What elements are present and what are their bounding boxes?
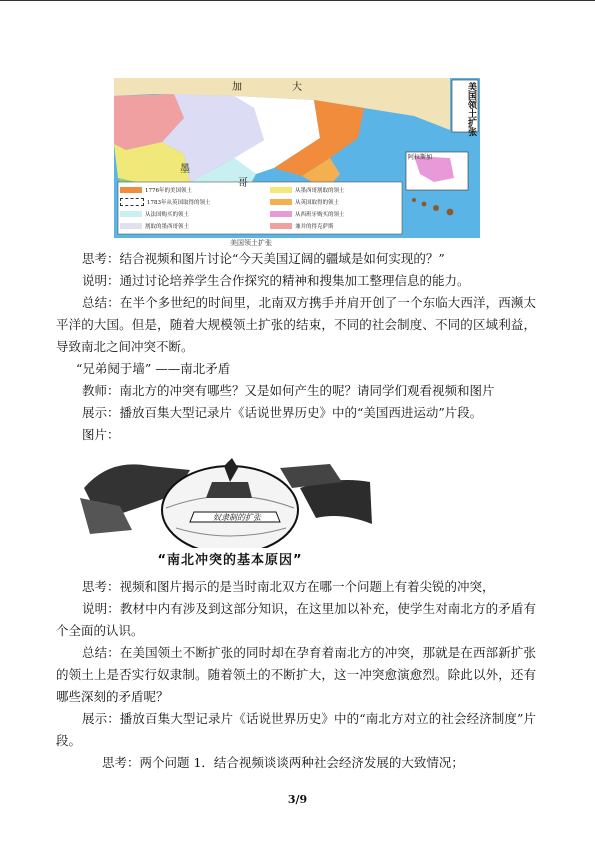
cartoon-banner: 奴隶制的扩张 xyxy=(213,513,261,522)
legend-item xyxy=(120,222,189,230)
legend-label: 从西班牙购买的领土 xyxy=(295,212,345,218)
map-label-top-a: 加 xyxy=(232,82,242,93)
paragraph-picture-label: 图片： xyxy=(82,427,120,442)
legend-swatch xyxy=(270,199,292,205)
paragraph-think-3: 思考：两个问题 1．结合视频谈谈两种社会经济发展的大致情况； xyxy=(102,755,464,770)
map-label-alaska: 阿拉斯加 xyxy=(408,154,433,161)
page-number: 3/9 xyxy=(287,793,308,806)
paragraph-show-1: 展示：播放百集大型记录片《话说世界历史》中的“美国西进运动”片段。 xyxy=(82,405,483,420)
paragraph-think-1: 思考：结合视频和图片讨论“今天美国辽阔的疆域是如何实现的？” xyxy=(82,251,445,266)
section-heading-north-south: “兄弟阋于墙” ——南北矛盾 xyxy=(76,361,231,376)
legend-item xyxy=(120,198,211,206)
header-rule xyxy=(0,0,595,1)
cartoon-caption: “南北冲突的基本原因” xyxy=(157,553,303,568)
legend-swatch xyxy=(270,187,292,193)
legend-label: 兼并的得克萨斯 xyxy=(295,224,334,230)
legend-swatch xyxy=(120,211,142,217)
paragraph-summary-1: 总结：在半个多世纪的时间里，北南双方携手并肩开创了一个东临大西洋，西濒太平洋的大国。但是，随着大规模领土扩张的结束，不同的社会制度、不同的区域利益，导致南北之间冲突不断。 xyxy=(56,295,536,354)
legend-item xyxy=(120,186,192,194)
legend-item xyxy=(270,210,345,218)
legend-item xyxy=(270,198,339,206)
legend-label: 1783年从英国取得的领土 xyxy=(147,200,211,206)
map-title: 美国领土扩张 xyxy=(466,82,476,136)
map-label-bottom-a: 墨 xyxy=(180,164,190,175)
legend-swatch xyxy=(120,187,142,193)
paragraph-think-2: 思考：视频和图片揭示的是当时南北双方在哪一个问题上有着尖锐的冲突， xyxy=(82,579,495,594)
legend-swatch xyxy=(270,223,292,229)
legend-swatch xyxy=(120,198,144,206)
legend-swatch xyxy=(270,211,292,217)
legend-label: 从法国购买的领土 xyxy=(145,212,190,218)
paragraph-explain-1: 说明：通过讨论培养学生合作探究的精神和搜集加工整理信息的能力。 xyxy=(82,273,470,288)
legend-label: 从英国取得的领土 xyxy=(295,200,340,206)
map-label-top-b: 大 xyxy=(292,82,302,93)
legend-swatch xyxy=(120,223,142,229)
paragraph-summary-2: 总结：在美国领土不断扩张的同时却在孕育着南北方的冲突，那就是在西部新扩张的领土上是否实行奴隶制。随着领土的不断扩大，这一冲突愈演愈烈。除此以外，还有哪些深刻的矛盾呢？ xyxy=(56,645,536,704)
map-legend xyxy=(120,184,402,232)
map-caption: 美国领土扩张 xyxy=(230,239,272,247)
legend-label: 从墨西哥割取的领土 xyxy=(295,188,345,194)
legend-item xyxy=(120,210,189,218)
legend-item xyxy=(270,222,334,230)
legend-item xyxy=(270,186,345,194)
legend-label: 割取的墨西哥领土 xyxy=(145,224,190,230)
paragraph-show-2: 展示：播放百集大型记录片《话说世界历史》中的“南北方对立的社会经济制度”片段。 xyxy=(56,711,536,748)
north-south-conflict-cartoon xyxy=(80,448,372,572)
paragraph-teacher: 教师：南北方的冲突有哪些？又是如何产生的呢？请同学们观看视频和图片 xyxy=(82,383,495,398)
territorial-expansion-map xyxy=(114,78,480,238)
legend-label: 1776年的美国领土 xyxy=(145,188,192,194)
paragraph-explain-2: 说明：教材中内有涉及到这部分知识，在这里加以补充，使学生对南北方的矛盾有个全面的认识。 xyxy=(56,601,536,638)
map-label-bottom-b: 哥 xyxy=(238,178,248,189)
